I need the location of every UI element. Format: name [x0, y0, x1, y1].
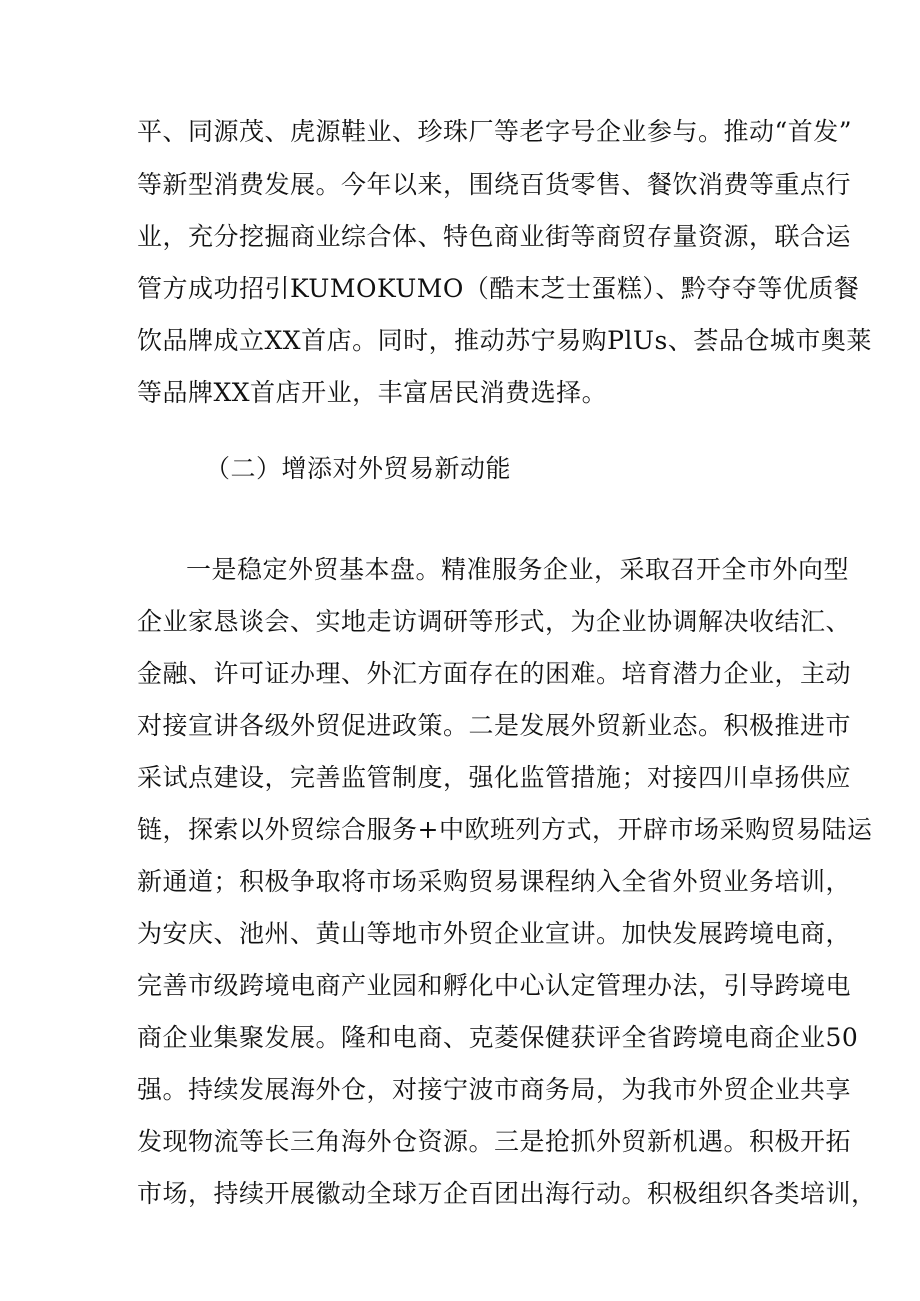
section-heading: （二）增添对外贸易新动能 [205, 454, 512, 483]
body-text-line: 管方成功招引KUMOKUMO（酷末芝士蛋糕）、黔夺夺等优质餐 [137, 274, 860, 303]
body-text-line: 市场，持续开展徽动全球万企百团出海行动。积极组织各类培训， [137, 1179, 877, 1208]
body-text-line: 一是稳定外贸基本盘。精准服务企业，采取召开全市外向型 [186, 555, 850, 584]
body-text-line: 商企业集聚发展。隆和电商、克菱保健获评全省跨境电商企业50 [137, 1023, 859, 1052]
body-text-line: 为安庆、池州、黄山等地市外贸企业宣讲。加快发展跨境电商， [137, 919, 852, 948]
body-text-line: 对接宣讲各级外贸促进政策。二是发展外贸新业态。积极推进市 [137, 711, 852, 740]
body-text-line: 业，充分挖掘商业综合体、特色商业街等商贸存量资源，联合运 [137, 222, 852, 251]
body-text-line: 金融、许可证办理、外汇方面存在的困难。培育潜力企业，主动 [137, 659, 852, 688]
body-text-line: 平、同源茂、虎源鞋业、珍珠厂等老字号企业参与。推动“首发” [137, 117, 853, 146]
body-text-line: 新通道；积极争取将市场采购贸易课程纳入全省外贸业务培训， [137, 867, 852, 896]
body-text-line: 等新型消费发展。今年以来，围绕百货零售、餐饮消费等重点行 [137, 170, 852, 199]
body-text-line: 完善市级跨境电商产业园和孵化中心认定管理办法，引导跨境电 [137, 971, 852, 1000]
body-text-line: 采试点建设，完善监管制度，强化监管措施；对接四川卓扬供应 [137, 763, 852, 792]
body-text-line: 饮品牌成立XX首店。同时，推动苏宁易购PlUs、荟品仓城市奥莱 [137, 326, 872, 355]
body-text-line: 发现物流等长三角海外仓资源。三是抢抓外贸新机遇。积极开拓 [137, 1127, 852, 1156]
body-text-line: 企业家恳谈会、实地走访调研等形式，为企业协调解决收结汇、 [137, 607, 852, 636]
body-text-line: 等品牌XX首店开业，丰富居民消费选择。 [137, 378, 608, 407]
body-text-line: 强。持续发展海外仓，对接宁波市商务局，为我市外贸企业共享 [137, 1075, 852, 1104]
body-text-line: 链，探索以外贸综合服务+中欧班列方式，开辟市场采购贸易陆运 [137, 815, 873, 844]
